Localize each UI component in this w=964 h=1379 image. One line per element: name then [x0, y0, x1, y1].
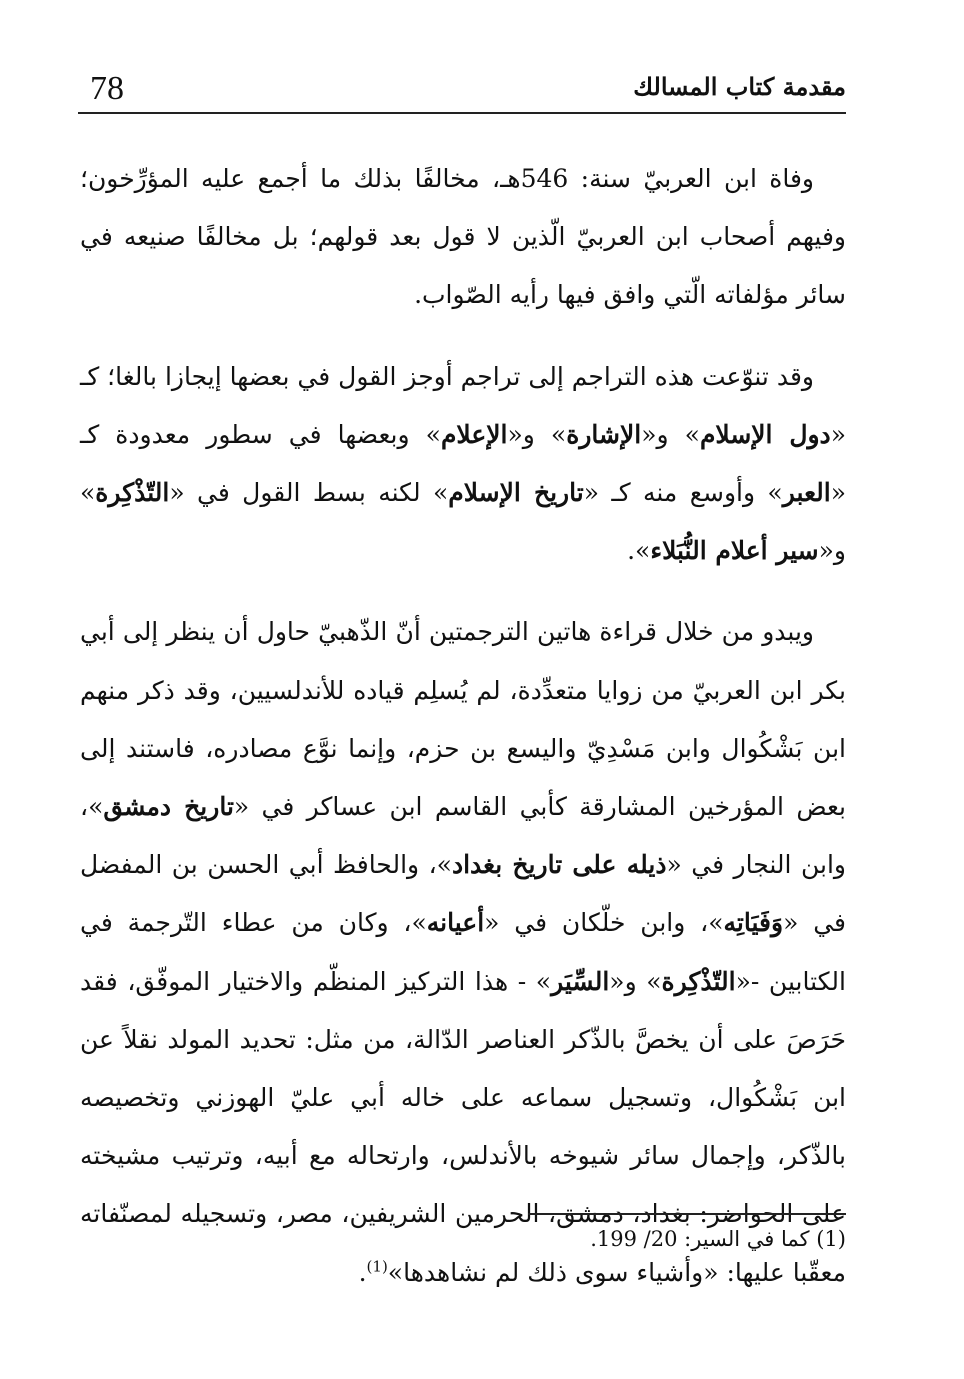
text-segment: » و« — [609, 966, 662, 996]
text-segment: » و« — [80, 478, 846, 566]
text-segment: » وأوسع منه كـ « — [583, 478, 783, 508]
page-header — [78, 60, 846, 116]
paragraph — [80, 150, 846, 325]
text-segment: ويبدو من خلال قراءة هاتين الترجمتين أنّ الذّهبيّ حاول أن ينظر إلى أبي بكر ابن العربيّ من زوايا متعدِّدة، لم يُسلِم قياده للأندلسيين، وقد ذكر منهم ابن بَشْكُوال وابن مَسْدِيّ واليسع بن حزم، وإنما نوَّع مصادره، فاستند إلى بعض المؤرخين المشارقة كأبي القاسم ابن عساكر في « — [80, 617, 846, 822]
text-segment: »، وابن النجار في « — [80, 792, 846, 880]
footnote: (1) كما في السير: 20/ 199. — [590, 1227, 846, 1251]
running-title: مقدمة كتاب المسالك — [633, 72, 846, 101]
book-title-text: العبر — [782, 478, 831, 508]
book-title-text: وَفَيَاتِه — [723, 908, 784, 938]
text-segment: » و« — [641, 419, 700, 449]
text-segment: . — [358, 1257, 367, 1287]
book-title-text: التّذْكِرة — [661, 966, 736, 996]
text-segment: ». — [627, 536, 651, 566]
header-divider — [78, 112, 846, 114]
text-segment: » وبعضها في سطور معدودة كـ « — [80, 419, 846, 508]
text-segment: »، وكان من عطاء التّرجمة في الكتابين -« — [80, 908, 846, 996]
main-text — [80, 150, 846, 1302]
text-segment: »، وابن خلّكان في « — [484, 908, 724, 938]
book-title-text: السِّيَر — [551, 966, 610, 996]
book-title-text: الإشارة — [566, 419, 642, 449]
book-title-text: ذيله على تاريخ بغداد — [451, 850, 667, 880]
text-segment: وفاة ابن العربيّ سنة: 546هـ، مخالفًا بذلك ما أجمع عليه المؤرِّخون؛ وفيهم أصحاب ابن العربيّ الّذين لا قول بعد قولهم؛ بل مخالفًا صنيعه في سائر مؤلفاته الّتي وافق فيها رأيه الصّواب. — [80, 164, 846, 310]
text-segment: » و« — [507, 419, 567, 449]
text-segment: »، والحافظ أبي الحسن بن المفضل في « — [80, 850, 846, 938]
page-number: 78 — [90, 70, 124, 107]
book-title-text: سير أعلام النُّبَلاء — [650, 536, 819, 566]
book-title-text: تاريخ دمشق — [103, 792, 234, 822]
text-segment: » - هذا التركيز المنظّم والاختيار الموفّق، فقد حَرَصَ على أن يخصَّ بالذّكر العناصر الدّالة، من مثل: تحديد المولد نقلاً عن ابن بَشْكُوال، وتسجيل سماعه على خاله أبي عليّ الهوزني وتخصيصه بالذّكر، وإجمال سائر شيوخه بالأندلس، وارتحاله مع أبيه، وترتيب مشيخته على الحواضر: بغداد، دمشق، الحرمين الشريفين، مصر، وتسجيله لمصنّفاته معقّبا عليها: «وأشياء سوى ذلك لم نشاهدها» — [80, 966, 846, 1287]
book-title-text: التّذْكِرة — [95, 478, 170, 508]
footnote-marker: (1) — [366, 1257, 388, 1276]
footnote-divider — [528, 1213, 846, 1215]
book-title-text: تاريخ الإسلام — [448, 478, 584, 508]
book-title-text: أعيانه — [426, 908, 485, 938]
text-segment: وقد تنوّعت هذه التراجم إلى تراجم أوجز القول في بعضها إيجازا بالغا؛ كـ « — [80, 361, 846, 449]
text-segment: » لكنه بسط القول في « — [169, 478, 449, 508]
book-title-text: دول الإسلام — [699, 419, 831, 449]
paragraph — [80, 603, 846, 1301]
book-title-text: الإعلام — [440, 419, 508, 449]
paragraph — [80, 348, 846, 581]
